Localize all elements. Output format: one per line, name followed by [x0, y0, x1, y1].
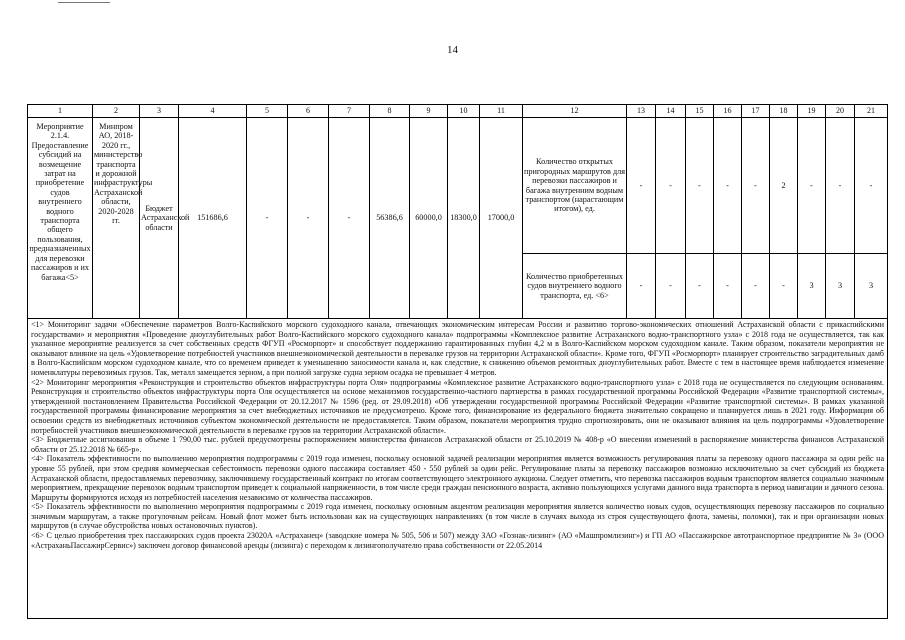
- funding-year-cell: 18300,0: [448, 118, 480, 319]
- col-header: 7: [329, 105, 370, 118]
- indicator-value-cell: -: [770, 254, 798, 319]
- footnote: <5> Показатель эффективности по выполнению мероприятия подпрограммы с 2019 года изменен, поскольку основным акцентом реализации мероприятия является количество новых судов, осуществляющих перевозку пассажиров по социально значимым маршрутам, а также прогулочным рейсам. Новый флот может быть использован как на существующих направлениях (в том числе в случаях выхода из строя существующего флота, замены, поломки), так и при организации новых маршрутов (в случае обустройства новых остановочных пунктов).: [31, 502, 884, 531]
- column-number-row: [28, 105, 888, 118]
- footnote: <4> Показатель эффективности по выполнению мероприятия подпрограммы с 2019 года изменен, поскольку основной задачей реализации мероприятия является возможность регулирования платы за перевозку одного пассажира за один рейс на уровне 55 рублей, при этом средняя коммерческая себестоимость перевозки одного пассажира составляет 450 - 550 рублей за один рейс. Регулирование платы за перевозку пассажиров возможно исключительно за счет субсидий из бюджета Астраханской области, предоставляемых перевозчику, заключившему государственный контракт по итогам соответствующего электронного аукциона. Следует отметить, что перевозка пассажиров водным транспортом является социально значимым мероприятием, прекращение перевозок водным транспортом приведет к социальной напряженности, в том числе среди граждан пенсионного возраста, активно пользующихся услугами данного вида транспорта в период навигации и дачного сезона. Маршруты формируются исходя из потребностей населения независимо от количества пассажиров.: [31, 454, 884, 502]
- col-header: 13: [627, 105, 656, 118]
- col-header: 18: [770, 105, 798, 118]
- indicator-value-cell: -: [798, 118, 826, 254]
- funding-year-cell: 60000,0: [410, 118, 448, 319]
- col-header: 4: [179, 105, 247, 118]
- indicator-value-cell: -: [742, 254, 770, 319]
- col-header: 9: [410, 105, 448, 118]
- footnote: <3> Бюджетные ассигнования в объеме 1 790,00 тыс. рублей предусмотрены распоряжением министерства финансов Астраханской области от 25.10.2019 № 408-р «О внесении изменений в распоряжение министерства финансов Астраханской области от 25.12.2018 № 665-р».: [31, 435, 884, 454]
- indicator-value-cell: -: [627, 118, 656, 254]
- funding-year-cell: -: [329, 118, 370, 319]
- responsible-executor-cell: Минпром АО, 2018-2020 гг., министерство транспорта и дорожной инфраструктуры Астраханской области, 2020-2028 гг.: [93, 118, 140, 319]
- funding-year-cell: 17000,0: [480, 118, 523, 319]
- program-table: [27, 104, 888, 619]
- col-header: 6: [288, 105, 329, 118]
- table-row: [28, 118, 888, 254]
- indicator-value-cell: -: [714, 118, 742, 254]
- funding-year-cell: -: [288, 118, 329, 319]
- indicator-value-cell: -: [742, 118, 770, 254]
- col-header: 16: [714, 105, 742, 118]
- col-header: 2: [93, 105, 140, 118]
- corner-mark: [58, 0, 110, 3]
- footnotes-row: [28, 319, 888, 619]
- col-header: 21: [855, 105, 888, 118]
- footnote: <6> С целью приобретения трех пассажирских судов проекта 23020А «Астраханец» (заводские номера № 505, 506 и 507) между ЗАО «Гознак-лизинг» (АО «Машпромлизинг») и ГП АО «Пассажирское автотранспортное предприятие № 3» (ООО «АстраханьПассажирСервис») заключен договор финансовой аренды (лизинга) с переходом к лизингополучателю права собственности от 22.05.2014: [31, 531, 884, 550]
- col-header: 20: [826, 105, 855, 118]
- col-header: 11: [480, 105, 523, 118]
- indicator-value-cell: 3: [798, 254, 826, 319]
- program-table-sheet: [27, 104, 887, 619]
- page-number: 14: [447, 44, 458, 56]
- col-header: 3: [140, 105, 179, 118]
- footnotes-cell: [28, 319, 888, 619]
- col-header: 1: [28, 105, 93, 118]
- col-header: 12: [523, 105, 627, 118]
- indicator-value-cell: 2: [770, 118, 798, 254]
- funding-source-cell: Бюджет Астраханской области: [140, 118, 179, 319]
- col-header: 5: [247, 105, 288, 118]
- indicator-value-cell: -: [855, 118, 888, 254]
- indicator-value-cell: -: [656, 254, 686, 319]
- col-header: 19: [798, 105, 826, 118]
- total-funding-cell: 151686,6: [179, 118, 247, 319]
- footnote: <1> Мониторинг задачи «Обеспечение параметров Волго-Каспийского морского судоходного канала, отвечающих экономическим интересам России и развитию торгово-экономических отношений Астраханской области с прикаспийскими государствами» и мероприятия «Проведение дноуглубительных работ Волго-Каспийского морского судоходного канала» подпрограммы «Комплексное развитие Астраханского водно-транспортного узла» с 2018 года не осуществляется, так как указанное мероприятие реализуется за счет собственных средств ФГУП «Росморпорт» и способствует поддержанию гарантированных глубин 4,2 м в Волго-Каспийском морском судоходном канале. Таким образом, показатели мероприятия не оказывают влияние на цель «Удовлетворение потребностей участников внешнеэкономической деятельности в перевалке грузов на территории Астраханской области». Кроме того, ФГУП «Росморпорт» планирует строительство заградительных дамб в Волго-Каспийском морском судоходном канале, что со временем приведет к уменьшению заносимости канала и, как следствие, к снижению объемов ремонтных дноуглубительных работ. Вместе с тем в настоящее время наблюдается изменение номенклатуры перевозимых грузов. Так, металл замещается зерном, а при полной загрузке судна зерном осадка не превышает 4 метров.: [31, 320, 884, 377]
- indicator-value-cell: -: [627, 254, 656, 319]
- indicator-value-cell: 3: [855, 254, 888, 319]
- funding-year-cell: 56386,6: [370, 118, 410, 319]
- indicator-name-cell: Количество приобретенных судов внутреннего водного транспорта, ед. <6>: [523, 254, 627, 319]
- col-header: 17: [742, 105, 770, 118]
- col-header: 10: [448, 105, 480, 118]
- indicator-name-cell: Количество открытых пригородных маршрутов для перевозки пассажиров и багажа внутренним водным транспортом (нарастающим итогом), ед.: [523, 118, 627, 254]
- indicator-value-cell: -: [686, 118, 714, 254]
- funding-year-cell: -: [247, 118, 288, 319]
- indicator-value-cell: -: [714, 254, 742, 319]
- indicator-value-cell: 3: [826, 254, 855, 319]
- indicator-value-cell: -: [686, 254, 714, 319]
- col-header: 8: [370, 105, 410, 118]
- col-header: 14: [656, 105, 686, 118]
- measure-name-cell: Мероприятие 2.1.4. Предоставление субсидий на возмещение затрат на приобретение судов внутреннего водного транспорта общего пользования, предназначенных для перевозки пассажиров и их багажа<5>: [28, 118, 93, 319]
- footnote: <2> Мониторинг мероприятия «Реконструкция и строительство объектов инфраструктуры порта Оля» подпрограммы «Комплексное развитие Астраханского водно-транспортного узла» с 2018 года не осуществляется по следующим основаниям. Реконструкция и строительство объектов инфраструктуры порта Оля осуществляется на основе механизмов государственно-частного партнерства в рамках государственной программы Российской Федерации «Развитие транспортной системы», утвержденной постановлением Правительства Российской Федерации от 20.12.2017 № 1596 (ред. от 29.09.2018) «Об утверждении государственной программы Российской Федерации «Развитие транспортной системы». В рамках указанной государственной программы финансирование мероприятия за счет внебюджетных источников не предусмотрено. Кроме того, финансирование из федерального бюджета значительно сокращено и планируется лишь в 2021 году. Информация об освоении средств из внебюджетных источников субъектом экономической деятельности не предоставляется. Таким образом, показатели мероприятия трудно спрогнозировать, они не оказывают влияния на цель подпрограммы «Удовлетворение потребностей участников внешнеэкономической деятельности в перевалке грузов на территории Астраханской области».: [31, 377, 884, 435]
- indicator-value-cell: -: [826, 118, 855, 254]
- indicator-value-cell: -: [656, 118, 686, 254]
- col-header: 15: [686, 105, 714, 118]
